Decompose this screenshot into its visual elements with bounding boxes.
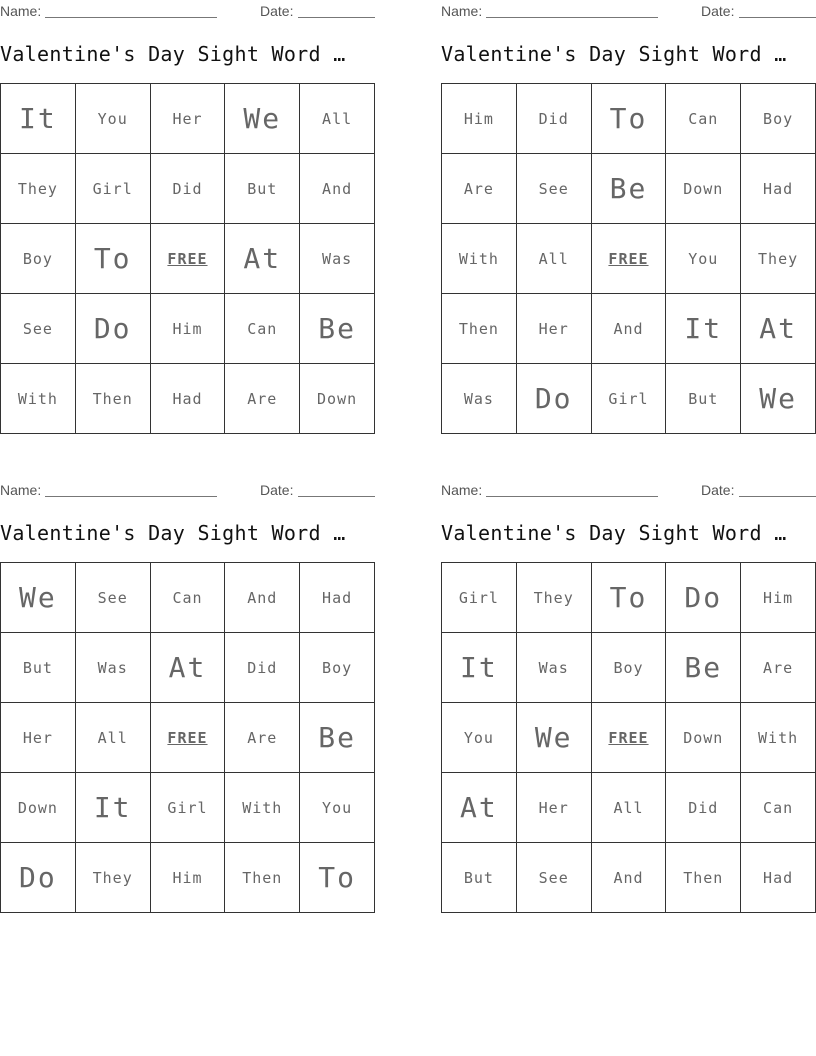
- bingo-card-4: [441, 479, 816, 887]
- bingo-cell: Her: [517, 773, 592, 843]
- bingo-cell: Him: [151, 843, 226, 913]
- bingo-cell: Did: [225, 633, 300, 703]
- bingo-cell: Do: [666, 563, 741, 633]
- bingo-cell: Then: [442, 294, 517, 364]
- bingo-cell: Be: [300, 703, 375, 773]
- bingo-cell: Was: [517, 633, 592, 703]
- bingo-cell: It: [1, 84, 76, 154]
- bingo-cell: And: [592, 843, 667, 913]
- card-title: Valentine's Day Sight Word …: [0, 521, 346, 545]
- bingo-cell: Down: [666, 154, 741, 224]
- free-space-cell: FREE: [592, 224, 667, 294]
- bingo-cell: With: [741, 703, 816, 773]
- free-space-cell: FREE: [151, 703, 226, 773]
- date-label: Date:: [701, 3, 735, 19]
- bingo-cell: We: [1, 563, 76, 633]
- bingo-cell: All: [517, 224, 592, 294]
- bingo-cell: They: [1, 154, 76, 224]
- bingo-cell: Boy: [741, 84, 816, 154]
- bingo-cell: Be: [666, 633, 741, 703]
- bingo-cell: Boy: [592, 633, 667, 703]
- bingo-cell: Did: [666, 773, 741, 843]
- bingo-cell: Girl: [151, 773, 226, 843]
- bingo-cell: And: [592, 294, 667, 364]
- bingo-cell: It: [666, 294, 741, 364]
- bingo-cell: Do: [1, 843, 76, 913]
- bingo-cell: And: [225, 563, 300, 633]
- date-line: [739, 496, 816, 497]
- bingo-cell: See: [76, 563, 151, 633]
- bingo-cell: It: [442, 633, 517, 703]
- bingo-cell: Do: [517, 364, 592, 434]
- bingo-cell: You: [76, 84, 151, 154]
- name-line: [486, 17, 658, 18]
- bingo-cell: Can: [666, 84, 741, 154]
- bingo-cell: To: [76, 224, 151, 294]
- bingo-cell: At: [442, 773, 517, 843]
- bingo-cell: Her: [1, 703, 76, 773]
- bingo-cell: Boy: [1, 224, 76, 294]
- card-title: Valentine's Day Sight Word …: [0, 42, 346, 66]
- bingo-cell: Was: [442, 364, 517, 434]
- bingo-grid: [0, 562, 375, 913]
- bingo-cell: Are: [741, 633, 816, 703]
- bingo-cell: Can: [741, 773, 816, 843]
- bingo-cell: All: [300, 84, 375, 154]
- bingo-card-2: [441, 0, 816, 415]
- bingo-cell: With: [442, 224, 517, 294]
- bingo-cell: Girl: [592, 364, 667, 434]
- bingo-grid: [441, 562, 816, 913]
- name-label: Name:: [0, 482, 42, 498]
- bingo-cell: See: [517, 843, 592, 913]
- bingo-cell: At: [225, 224, 300, 294]
- bingo-cell: Can: [151, 563, 226, 633]
- bingo-cell: Do: [76, 294, 151, 364]
- date-label: Date:: [260, 3, 294, 19]
- bingo-cell: Did: [517, 84, 592, 154]
- free-space-cell: FREE: [151, 224, 226, 294]
- bingo-cell: At: [151, 633, 226, 703]
- bingo-cell: To: [300, 843, 375, 913]
- bingo-cell: Then: [666, 843, 741, 913]
- bingo-cell: Her: [151, 84, 226, 154]
- bingo-card-3: [0, 479, 375, 894]
- bingo-cell: You: [442, 703, 517, 773]
- bingo-cell: Be: [592, 154, 667, 224]
- name-date-row: [441, 0, 816, 22]
- bingo-cell: They: [517, 563, 592, 633]
- bingo-cell: Girl: [442, 563, 517, 633]
- bingo-cell: All: [76, 703, 151, 773]
- bingo-cell: See: [1, 294, 76, 364]
- bingo-cell: But: [666, 364, 741, 434]
- bingo-cell: With: [225, 773, 300, 843]
- bingo-cell: Then: [76, 364, 151, 434]
- name-line: [45, 496, 217, 497]
- bingo-cell: At: [741, 294, 816, 364]
- bingo-cell: But: [1, 633, 76, 703]
- bingo-cell: Was: [300, 224, 375, 294]
- bingo-cell: Did: [151, 154, 226, 224]
- bingo-cell: Had: [151, 364, 226, 434]
- date-line: [298, 17, 375, 18]
- bingo-cell: All: [592, 773, 667, 843]
- bingo-cell: Him: [741, 563, 816, 633]
- bingo-cell: We: [741, 364, 816, 434]
- bingo-cell: Down: [666, 703, 741, 773]
- bingo-cell: We: [517, 703, 592, 773]
- date-label: Date:: [701, 482, 735, 498]
- bingo-cell: Are: [442, 154, 517, 224]
- free-space-cell: FREE: [592, 703, 667, 773]
- date-label: Date:: [260, 482, 294, 498]
- bingo-cell: And: [300, 154, 375, 224]
- bingo-cell: They: [741, 224, 816, 294]
- bingo-cell: They: [76, 843, 151, 913]
- name-line: [45, 17, 217, 18]
- name-label: Name:: [441, 482, 483, 498]
- name-date-row: [0, 479, 375, 501]
- card-title: Valentine's Day Sight Word …: [441, 42, 787, 66]
- bingo-cell: It: [76, 773, 151, 843]
- bingo-cell: You: [300, 773, 375, 843]
- bingo-cell: Then: [225, 843, 300, 913]
- name-date-row: [0, 0, 375, 22]
- bingo-grid: [441, 83, 816, 434]
- bingo-cell: Down: [1, 773, 76, 843]
- date-line: [739, 17, 816, 18]
- bingo-cell: We: [225, 84, 300, 154]
- name-label: Name:: [441, 3, 483, 19]
- bingo-cell: Him: [442, 84, 517, 154]
- bingo-cell: Her: [517, 294, 592, 364]
- bingo-cell: Had: [741, 843, 816, 913]
- name-line: [486, 496, 658, 497]
- bingo-cell: Boy: [300, 633, 375, 703]
- bingo-cell: Was: [76, 633, 151, 703]
- bingo-cell: Had: [300, 563, 375, 633]
- date-line: [298, 496, 375, 497]
- bingo-cell: Girl: [76, 154, 151, 224]
- bingo-cell: Are: [225, 703, 300, 773]
- bingo-cell: Be: [300, 294, 375, 364]
- name-label: Name:: [0, 3, 42, 19]
- bingo-cell: Down: [300, 364, 375, 434]
- bingo-cell: You: [666, 224, 741, 294]
- bingo-cell: With: [1, 364, 76, 434]
- bingo-cell: Had: [741, 154, 816, 224]
- bingo-cell: Can: [225, 294, 300, 364]
- card-title: Valentine's Day Sight Word …: [441, 521, 787, 545]
- bingo-cell: But: [442, 843, 517, 913]
- bingo-cell: But: [225, 154, 300, 224]
- bingo-cell: To: [592, 84, 667, 154]
- bingo-card-1: [0, 0, 375, 408]
- bingo-cell: To: [592, 563, 667, 633]
- name-date-row: [441, 479, 816, 501]
- bingo-cell: See: [517, 154, 592, 224]
- bingo-cell: Him: [151, 294, 226, 364]
- bingo-cell: Are: [225, 364, 300, 434]
- bingo-grid: [0, 83, 375, 434]
